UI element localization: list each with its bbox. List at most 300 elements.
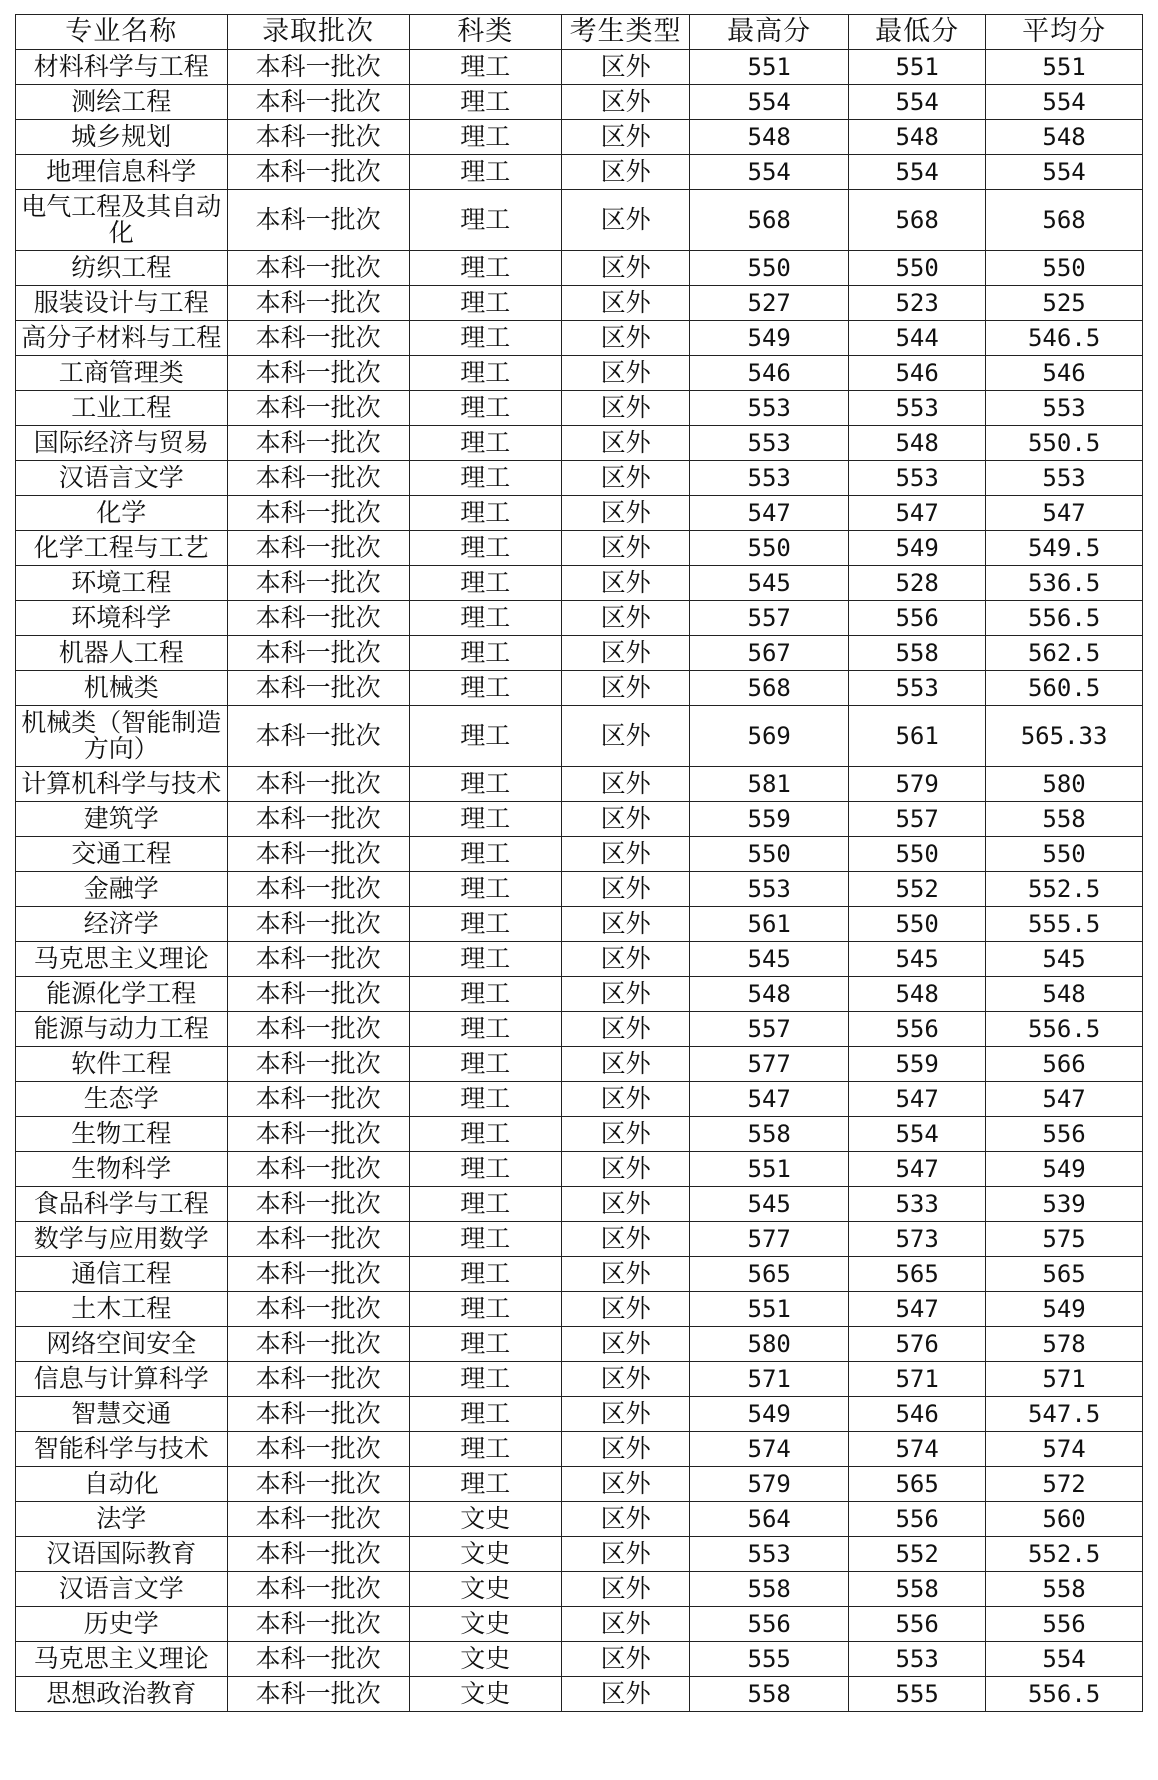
cell-min-score: 552 xyxy=(849,1537,986,1572)
cell-batch: 本科一批次 xyxy=(227,1362,409,1397)
cell-max-score: 581 xyxy=(690,767,849,802)
cell-major: 地理信息科学 xyxy=(16,155,228,190)
table-row xyxy=(16,155,1143,190)
cell-max-score: 557 xyxy=(690,1012,849,1047)
cell-student-type: 区外 xyxy=(561,190,689,251)
cell-max-score: 577 xyxy=(690,1222,849,1257)
cell-major: 机器人工程 xyxy=(16,636,228,671)
cell-avg-score: 571 xyxy=(986,1362,1143,1397)
cell-max-score: 567 xyxy=(690,636,849,671)
cell-category: 理工 xyxy=(409,321,561,356)
cell-major: 生物科学 xyxy=(16,1152,228,1187)
cell-student-type: 区外 xyxy=(561,85,689,120)
cell-avg-score: 549 xyxy=(986,1292,1143,1327)
cell-category: 理工 xyxy=(409,155,561,190)
cell-category: 理工 xyxy=(409,1117,561,1152)
cell-max-score: 548 xyxy=(690,120,849,155)
cell-student-type: 区外 xyxy=(561,907,689,942)
table-row xyxy=(16,942,1143,977)
cell-max-score: 549 xyxy=(690,321,849,356)
cell-batch: 本科一批次 xyxy=(227,1467,409,1502)
cell-min-score: 553 xyxy=(849,1642,986,1677)
cell-student-type: 区外 xyxy=(561,872,689,907)
cell-avg-score: 558 xyxy=(986,1572,1143,1607)
cell-min-score: 551 xyxy=(849,50,986,85)
cell-student-type: 区外 xyxy=(561,1502,689,1537)
table-row xyxy=(16,907,1143,942)
cell-major: 自动化 xyxy=(16,1467,228,1502)
cell-min-score: 565 xyxy=(849,1257,986,1292)
cell-batch: 本科一批次 xyxy=(227,496,409,531)
cell-batch: 本科一批次 xyxy=(227,566,409,601)
cell-max-score: 558 xyxy=(690,1117,849,1152)
cell-avg-score: 575 xyxy=(986,1222,1143,1257)
cell-min-score: 548 xyxy=(849,977,986,1012)
cell-max-score: 546 xyxy=(690,356,849,391)
cell-max-score: 545 xyxy=(690,566,849,601)
cell-batch: 本科一批次 xyxy=(227,321,409,356)
cell-student-type: 区外 xyxy=(561,286,689,321)
cell-min-score: 548 xyxy=(849,120,986,155)
table-row xyxy=(16,1432,1143,1467)
table-row xyxy=(16,872,1143,907)
cell-major: 材料科学与工程 xyxy=(16,50,228,85)
cell-major: 智能科学与技术 xyxy=(16,1432,228,1467)
cell-max-score: 550 xyxy=(690,531,849,566)
cell-min-score: 576 xyxy=(849,1327,986,1362)
cell-min-score: 550 xyxy=(849,907,986,942)
table-row xyxy=(16,1362,1143,1397)
table-row xyxy=(16,190,1143,251)
cell-max-score: 550 xyxy=(690,251,849,286)
header-row xyxy=(16,15,1143,50)
cell-student-type: 区外 xyxy=(561,496,689,531)
cell-major: 生物工程 xyxy=(16,1117,228,1152)
cell-min-score: 556 xyxy=(849,1012,986,1047)
cell-category: 文史 xyxy=(409,1502,561,1537)
header-student-type: 考生类型 xyxy=(561,15,689,50)
cell-batch: 本科一批次 xyxy=(227,872,409,907)
cell-avg-score: 536.5 xyxy=(986,566,1143,601)
cell-avg-score: 556.5 xyxy=(986,1012,1143,1047)
cell-student-type: 区外 xyxy=(561,1362,689,1397)
table-row xyxy=(16,636,1143,671)
table-row xyxy=(16,1607,1143,1642)
cell-category: 理工 xyxy=(409,872,561,907)
cell-avg-score: 556 xyxy=(986,1117,1143,1152)
cell-max-score: 558 xyxy=(690,1677,849,1712)
cell-batch: 本科一批次 xyxy=(227,1537,409,1572)
cell-student-type: 区外 xyxy=(561,1677,689,1712)
cell-category: 理工 xyxy=(409,1362,561,1397)
cell-category: 理工 xyxy=(409,1152,561,1187)
cell-category: 理工 xyxy=(409,1257,561,1292)
cell-batch: 本科一批次 xyxy=(227,531,409,566)
cell-batch: 本科一批次 xyxy=(227,1572,409,1607)
cell-avg-score: 547 xyxy=(986,1082,1143,1117)
cell-student-type: 区外 xyxy=(561,1397,689,1432)
table-row xyxy=(16,286,1143,321)
cell-major: 金融学 xyxy=(16,872,228,907)
cell-max-score: 547 xyxy=(690,496,849,531)
cell-major: 城乡规划 xyxy=(16,120,228,155)
cell-avg-score: 545 xyxy=(986,942,1143,977)
cell-student-type: 区外 xyxy=(561,1572,689,1607)
cell-min-score: 556 xyxy=(849,601,986,636)
cell-avg-score: 552.5 xyxy=(986,1537,1143,1572)
cell-major: 纺织工程 xyxy=(16,251,228,286)
cell-avg-score: 555.5 xyxy=(986,907,1143,942)
table-header xyxy=(16,15,1143,50)
cell-major: 能源化学工程 xyxy=(16,977,228,1012)
cell-student-type: 区外 xyxy=(561,671,689,706)
cell-max-score: 553 xyxy=(690,1537,849,1572)
table-row xyxy=(16,1467,1143,1502)
cell-avg-score: 546.5 xyxy=(986,321,1143,356)
cell-student-type: 区外 xyxy=(561,1082,689,1117)
cell-batch: 本科一批次 xyxy=(227,1117,409,1152)
cell-batch: 本科一批次 xyxy=(227,251,409,286)
cell-student-type: 区外 xyxy=(561,1432,689,1467)
cell-student-type: 区外 xyxy=(561,1187,689,1222)
cell-student-type: 区外 xyxy=(561,1467,689,1502)
cell-major: 机械类（智能制造方向） xyxy=(16,706,228,767)
cell-major: 交通工程 xyxy=(16,837,228,872)
cell-batch: 本科一批次 xyxy=(227,802,409,837)
cell-batch: 本科一批次 xyxy=(227,601,409,636)
cell-category: 理工 xyxy=(409,391,561,426)
cell-batch: 本科一批次 xyxy=(227,50,409,85)
cell-avg-score: 580 xyxy=(986,767,1143,802)
cell-min-score: 550 xyxy=(849,251,986,286)
cell-min-score: 528 xyxy=(849,566,986,601)
cell-batch: 本科一批次 xyxy=(227,1012,409,1047)
cell-student-type: 区外 xyxy=(561,977,689,1012)
cell-major: 数学与应用数学 xyxy=(16,1222,228,1257)
cell-student-type: 区外 xyxy=(561,1292,689,1327)
table-row xyxy=(16,321,1143,356)
cell-category: 理工 xyxy=(409,942,561,977)
cell-max-score: 554 xyxy=(690,155,849,190)
cell-max-score: 579 xyxy=(690,1467,849,1502)
cell-min-score: 552 xyxy=(849,872,986,907)
cell-max-score: 551 xyxy=(690,50,849,85)
cell-category: 理工 xyxy=(409,1292,561,1327)
cell-min-score: 544 xyxy=(849,321,986,356)
cell-category: 理工 xyxy=(409,286,561,321)
cell-category: 文史 xyxy=(409,1607,561,1642)
header-batch: 录取批次 xyxy=(227,15,409,50)
cell-category: 理工 xyxy=(409,802,561,837)
table-row xyxy=(16,50,1143,85)
cell-category: 理工 xyxy=(409,461,561,496)
cell-avg-score: 539 xyxy=(986,1187,1143,1222)
cell-category: 理工 xyxy=(409,566,561,601)
cell-max-score: 553 xyxy=(690,391,849,426)
cell-batch: 本科一批次 xyxy=(227,942,409,977)
cell-category: 理工 xyxy=(409,977,561,1012)
header-max-score: 最高分 xyxy=(690,15,849,50)
cell-student-type: 区外 xyxy=(561,1152,689,1187)
cell-category: 理工 xyxy=(409,190,561,251)
cell-category: 理工 xyxy=(409,496,561,531)
cell-major: 智慧交通 xyxy=(16,1397,228,1432)
cell-max-score: 565 xyxy=(690,1257,849,1292)
cell-max-score: 551 xyxy=(690,1292,849,1327)
cell-student-type: 区外 xyxy=(561,1642,689,1677)
table-row xyxy=(16,356,1143,391)
table-row xyxy=(16,1327,1143,1362)
cell-batch: 本科一批次 xyxy=(227,155,409,190)
table-row xyxy=(16,531,1143,566)
cell-avg-score: 578 xyxy=(986,1327,1143,1362)
cell-major: 化学工程与工艺 xyxy=(16,531,228,566)
cell-avg-score: 548 xyxy=(986,977,1143,1012)
cell-batch: 本科一批次 xyxy=(227,391,409,426)
cell-avg-score: 558 xyxy=(986,802,1143,837)
cell-major: 食品科学与工程 xyxy=(16,1187,228,1222)
cell-student-type: 区外 xyxy=(561,1257,689,1292)
cell-avg-score: 525 xyxy=(986,286,1143,321)
cell-avg-score: 549.5 xyxy=(986,531,1143,566)
cell-max-score: 564 xyxy=(690,1502,849,1537)
cell-batch: 本科一批次 xyxy=(227,1432,409,1467)
header-avg-score: 平均分 xyxy=(986,15,1143,50)
cell-max-score: 553 xyxy=(690,872,849,907)
table-row xyxy=(16,1502,1143,1537)
cell-max-score: 545 xyxy=(690,1187,849,1222)
cell-category: 理工 xyxy=(409,1467,561,1502)
cell-avg-score: 548 xyxy=(986,120,1143,155)
table-row xyxy=(16,706,1143,767)
cell-category: 理工 xyxy=(409,1397,561,1432)
cell-max-score: 568 xyxy=(690,190,849,251)
cell-student-type: 区外 xyxy=(561,636,689,671)
cell-avg-score: 550 xyxy=(986,837,1143,872)
cell-max-score: 553 xyxy=(690,426,849,461)
table-row xyxy=(16,1012,1143,1047)
cell-avg-score: 550 xyxy=(986,251,1143,286)
cell-batch: 本科一批次 xyxy=(227,977,409,1012)
header-min-score: 最低分 xyxy=(849,15,986,50)
cell-max-score: 561 xyxy=(690,907,849,942)
table-row xyxy=(16,391,1143,426)
cell-major: 思想政治教育 xyxy=(16,1677,228,1712)
cell-batch: 本科一批次 xyxy=(227,1257,409,1292)
cell-min-score: 547 xyxy=(849,496,986,531)
cell-avg-score: 560.5 xyxy=(986,671,1143,706)
cell-category: 文史 xyxy=(409,1677,561,1712)
table-row xyxy=(16,977,1143,1012)
cell-category: 理工 xyxy=(409,601,561,636)
cell-student-type: 区外 xyxy=(561,706,689,767)
cell-max-score: 571 xyxy=(690,1362,849,1397)
cell-student-type: 区外 xyxy=(561,50,689,85)
cell-category: 理工 xyxy=(409,837,561,872)
cell-batch: 本科一批次 xyxy=(227,1152,409,1187)
cell-category: 理工 xyxy=(409,1047,561,1082)
cell-max-score: 545 xyxy=(690,942,849,977)
cell-batch: 本科一批次 xyxy=(227,1082,409,1117)
table-row xyxy=(16,1047,1143,1082)
cell-max-score: 549 xyxy=(690,1397,849,1432)
cell-category: 理工 xyxy=(409,120,561,155)
cell-student-type: 区外 xyxy=(561,566,689,601)
cell-major: 信息与计算科学 xyxy=(16,1362,228,1397)
cell-avg-score: 562.5 xyxy=(986,636,1143,671)
cell-major: 汉语言文学 xyxy=(16,461,228,496)
cell-category: 理工 xyxy=(409,85,561,120)
cell-min-score: 553 xyxy=(849,391,986,426)
cell-batch: 本科一批次 xyxy=(227,837,409,872)
cell-major: 工业工程 xyxy=(16,391,228,426)
table-row xyxy=(16,251,1143,286)
cell-major: 法学 xyxy=(16,1502,228,1537)
cell-avg-score: 568 xyxy=(986,190,1143,251)
table-row xyxy=(16,1572,1143,1607)
cell-category: 理工 xyxy=(409,1432,561,1467)
cell-batch: 本科一批次 xyxy=(227,356,409,391)
cell-major: 历史学 xyxy=(16,1607,228,1642)
cell-major: 环境工程 xyxy=(16,566,228,601)
table-row xyxy=(16,601,1143,636)
cell-max-score: 527 xyxy=(690,286,849,321)
cell-major: 经济学 xyxy=(16,907,228,942)
cell-avg-score: 552.5 xyxy=(986,872,1143,907)
cell-avg-score: 546 xyxy=(986,356,1143,391)
cell-major: 化学 xyxy=(16,496,228,531)
header-major: 专业名称 xyxy=(16,15,228,50)
cell-major: 马克思主义理论 xyxy=(16,1642,228,1677)
table-row xyxy=(16,1152,1143,1187)
cell-category: 理工 xyxy=(409,671,561,706)
cell-major: 汉语言文学 xyxy=(16,1572,228,1607)
cell-category: 理工 xyxy=(409,706,561,767)
table-row xyxy=(16,1677,1143,1712)
cell-avg-score: 549 xyxy=(986,1152,1143,1187)
cell-category: 文史 xyxy=(409,1537,561,1572)
table-row xyxy=(16,802,1143,837)
cell-category: 理工 xyxy=(409,251,561,286)
cell-avg-score: 554 xyxy=(986,85,1143,120)
cell-max-score: 556 xyxy=(690,1607,849,1642)
cell-batch: 本科一批次 xyxy=(227,286,409,321)
cell-student-type: 区外 xyxy=(561,1047,689,1082)
table-row xyxy=(16,461,1143,496)
cell-max-score: 557 xyxy=(690,601,849,636)
cell-max-score: 553 xyxy=(690,461,849,496)
cell-student-type: 区外 xyxy=(561,391,689,426)
cell-category: 理工 xyxy=(409,426,561,461)
cell-student-type: 区外 xyxy=(561,120,689,155)
cell-category: 理工 xyxy=(409,1082,561,1117)
cell-batch: 本科一批次 xyxy=(227,426,409,461)
cell-min-score: 558 xyxy=(849,1572,986,1607)
table-row xyxy=(16,1257,1143,1292)
cell-student-type: 区外 xyxy=(561,1327,689,1362)
table-row xyxy=(16,426,1143,461)
cell-avg-score: 556.5 xyxy=(986,1677,1143,1712)
cell-min-score: 557 xyxy=(849,802,986,837)
cell-min-score: 547 xyxy=(849,1292,986,1327)
cell-min-score: 579 xyxy=(849,767,986,802)
table-row xyxy=(16,671,1143,706)
cell-batch: 本科一批次 xyxy=(227,636,409,671)
cell-avg-score: 566 xyxy=(986,1047,1143,1082)
cell-min-score: 568 xyxy=(849,190,986,251)
cell-min-score: 573 xyxy=(849,1222,986,1257)
cell-batch: 本科一批次 xyxy=(227,1607,409,1642)
cell-avg-score: 547 xyxy=(986,496,1143,531)
cell-major: 服装设计与工程 xyxy=(16,286,228,321)
cell-min-score: 556 xyxy=(849,1502,986,1537)
cell-max-score: 569 xyxy=(690,706,849,767)
cell-batch: 本科一批次 xyxy=(227,1397,409,1432)
cell-major: 高分子材料与工程 xyxy=(16,321,228,356)
cell-min-score: 561 xyxy=(849,706,986,767)
cell-max-score: 547 xyxy=(690,1082,849,1117)
cell-category: 理工 xyxy=(409,767,561,802)
cell-min-score: 553 xyxy=(849,461,986,496)
cell-major: 国际经济与贸易 xyxy=(16,426,228,461)
cell-min-score: 558 xyxy=(849,636,986,671)
cell-min-score: 556 xyxy=(849,1607,986,1642)
cell-min-score: 554 xyxy=(849,155,986,190)
cell-min-score: 546 xyxy=(849,1397,986,1432)
cell-min-score: 545 xyxy=(849,942,986,977)
cell-student-type: 区外 xyxy=(561,426,689,461)
cell-student-type: 区外 xyxy=(561,321,689,356)
header-category: 科类 xyxy=(409,15,561,50)
cell-min-score: 550 xyxy=(849,837,986,872)
cell-batch: 本科一批次 xyxy=(227,1327,409,1362)
cell-max-score: 551 xyxy=(690,1152,849,1187)
cell-major: 网络空间安全 xyxy=(16,1327,228,1362)
cell-category: 理工 xyxy=(409,531,561,566)
cell-student-type: 区外 xyxy=(561,155,689,190)
cell-student-type: 区外 xyxy=(561,1607,689,1642)
cell-category: 理工 xyxy=(409,1222,561,1257)
cell-batch: 本科一批次 xyxy=(227,1292,409,1327)
cell-category: 文史 xyxy=(409,1642,561,1677)
cell-category: 理工 xyxy=(409,1187,561,1222)
table-row xyxy=(16,1397,1143,1432)
table-row xyxy=(16,85,1143,120)
cell-avg-score: 553 xyxy=(986,391,1143,426)
cell-min-score: 574 xyxy=(849,1432,986,1467)
cell-avg-score: 556 xyxy=(986,1607,1143,1642)
table-row xyxy=(16,767,1143,802)
cell-batch: 本科一批次 xyxy=(227,907,409,942)
cell-major: 工商管理类 xyxy=(16,356,228,391)
cell-min-score: 547 xyxy=(849,1082,986,1117)
cell-batch: 本科一批次 xyxy=(227,1047,409,1082)
cell-batch: 本科一批次 xyxy=(227,190,409,251)
cell-avg-score: 574 xyxy=(986,1432,1143,1467)
cell-student-type: 区外 xyxy=(561,837,689,872)
cell-avg-score: 572 xyxy=(986,1467,1143,1502)
cell-student-type: 区外 xyxy=(561,251,689,286)
cell-max-score: 554 xyxy=(690,85,849,120)
cell-major: 土木工程 xyxy=(16,1292,228,1327)
cell-major: 马克思主义理论 xyxy=(16,942,228,977)
cell-min-score: 546 xyxy=(849,356,986,391)
table-row xyxy=(16,837,1143,872)
cell-batch: 本科一批次 xyxy=(227,1187,409,1222)
cell-min-score: 554 xyxy=(849,85,986,120)
cell-major: 环境科学 xyxy=(16,601,228,636)
table-row xyxy=(16,1292,1143,1327)
